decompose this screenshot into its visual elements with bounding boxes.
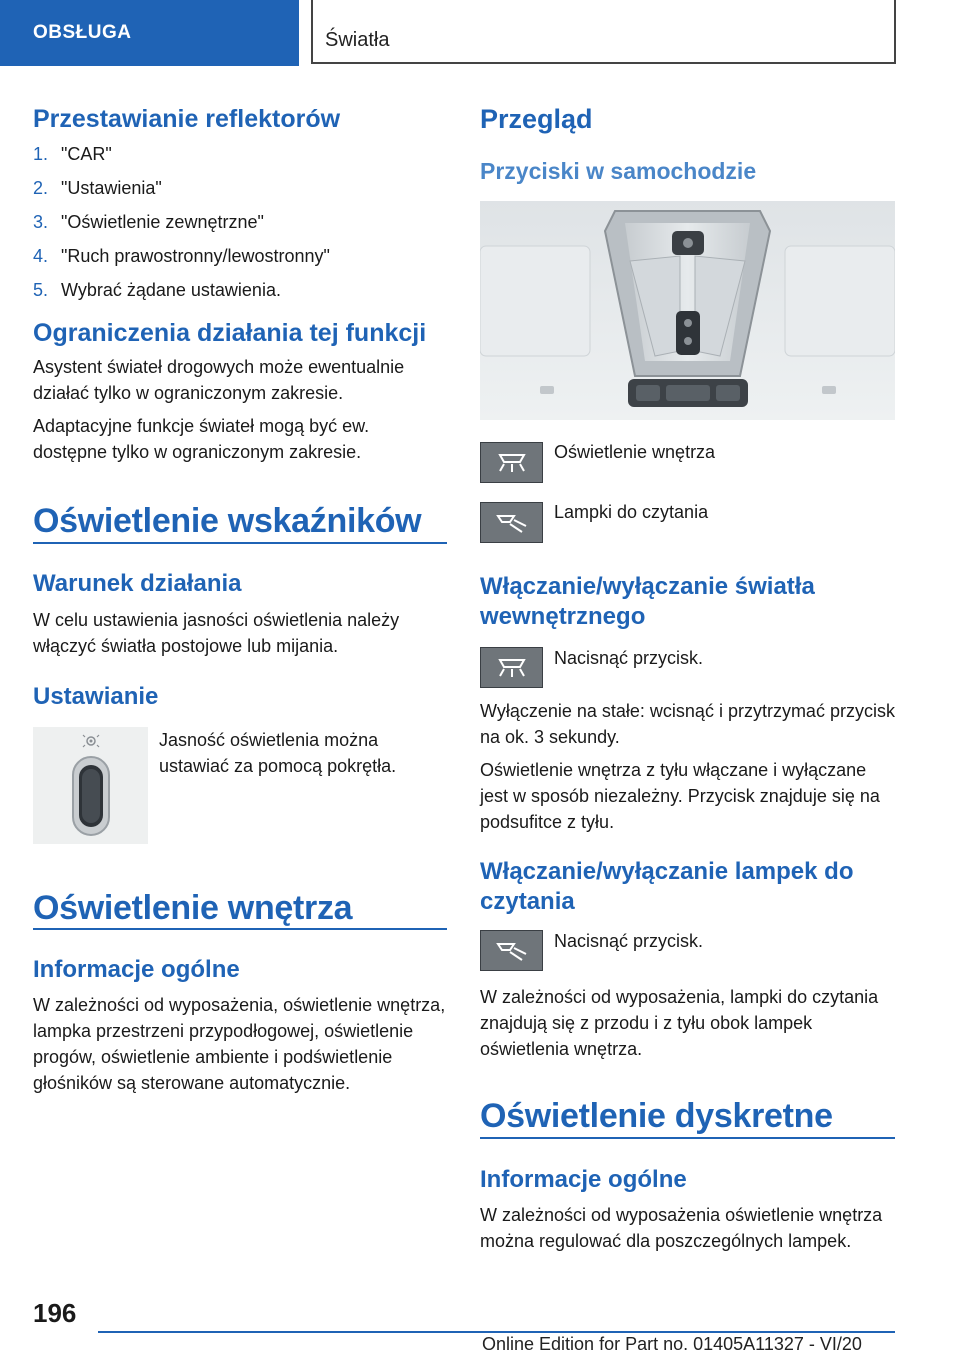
step-text: Wybrać żądane ustawienia. <box>61 280 281 300</box>
setting-text: Jasność oświetlenia można ustawiać za pomocą pokrętła. <box>159 730 397 776</box>
interior-general-text: W zależności od wyposażenia, oświetlenie wnętrza, lampka przestrzeni przypodłogowej, oświetlenie progów, oświetlenie ambiente i podświetlenie głośników są sterowane automatycznie. <box>33 995 446 1093</box>
step-text: "Oświetlenie zewnętrzne" <box>61 212 264 232</box>
interior-light-icon <box>480 442 543 483</box>
step-number: 2. <box>33 178 49 198</box>
list-item <box>33 137 447 171</box>
step-text: "Ruch prawostronny/lewostronny" <box>61 246 330 266</box>
legend-interior-label: Oświetlenie wnętrza <box>554 442 716 462</box>
interior-heading: Oświetlenie wnętrza <box>33 889 353 927</box>
discreet-general-text: W zależności od wyposażenia oświetlenie wnętrza można regulować dla poszczególnych lampek. <box>480 1205 883 1251</box>
discreet-heading: Oświetlenie dyskretne <box>480 1097 833 1135</box>
interior-general-heading: Informacje ogólne <box>33 956 240 983</box>
section-label: OBSŁUGA <box>33 22 132 43</box>
dimmer-wheel-icon <box>33 727 148 844</box>
step-number: 3. <box>33 212 49 232</box>
step-number: 4. <box>33 246 49 266</box>
page-number: 196 <box>33 1298 77 1328</box>
footer-divider <box>98 1331 895 1333</box>
step-text: "Ustawienia" <box>61 178 162 198</box>
page-title: Światła <box>325 29 390 51</box>
section-tab <box>0 0 299 66</box>
step-number: 5. <box>33 280 49 300</box>
setting-heading: Ustawianie <box>33 683 159 710</box>
condition-heading: Warunek działania <box>33 570 242 597</box>
reading-lamp-icon <box>480 502 543 543</box>
divider <box>33 542 447 544</box>
buttons-heading: Przyciski w samochodzie <box>480 158 757 184</box>
limits-heading: Ograniczenia działania tej funkcji <box>33 319 427 347</box>
limits-text-1: Asystent świateł drogowych może ewentualnie działać tylko w ograniczonym zakresie. <box>33 357 405 403</box>
switch-interior-press: Nacisnąć przycisk. <box>554 648 704 668</box>
reflectors-steps <box>33 137 447 307</box>
list-item <box>33 205 447 239</box>
condition-text: W celu ustawienia jasności oświetlenia należy włączyć światła postojowe lub mijania. <box>33 610 400 656</box>
switch-interior-text-1: Wyłączenie na stałe: wcisnąć i przytrzymać przycisk na ok. 3 sekundy. <box>480 701 895 747</box>
interior-light-icon <box>480 647 543 688</box>
switch-reading-heading: Włączanie/wyłączanie lampek do czytania <box>480 858 854 915</box>
dimmer-wheel-image <box>33 727 148 844</box>
edition-text: Online Edition for Part no. 01405A11327 - VI/20 <box>482 1334 862 1354</box>
discreet-general-heading: Informacje ogólne <box>480 1166 687 1193</box>
switch-interior-text-2: Oświetlenie wnętrza z tyłu włączane i wyłączane jest w sposób niezależny. Przycisk znajduje się na podsufitce z tyłu. <box>480 760 880 832</box>
list-item <box>33 171 447 205</box>
reflectors-heading: Przestawianie reflektorów <box>33 105 341 133</box>
step-number: 1. <box>33 144 49 164</box>
reading-lamp-icon <box>480 930 543 971</box>
limits-text-2: Adaptacyjne funkcje świateł mogą być ew. dostępne tylko w ograniczonym zakresie. <box>33 416 370 462</box>
divider <box>33 928 447 930</box>
list-item <box>33 239 447 273</box>
overhead-console-icon <box>480 201 895 420</box>
divider <box>480 1137 895 1139</box>
legend-reading-label: Lampki do czytania <box>554 502 709 522</box>
header-frame <box>311 0 896 64</box>
switch-interior-heading: Włączanie/wyłączanie światła wewnętrznego <box>480 573 815 630</box>
switch-reading-press: Nacisnąć przycisk. <box>554 931 704 951</box>
overview-heading: Przegląd <box>480 104 593 134</box>
switch-reading-text: W zależności od wyposażenia, lampki do czytania znajdują się z przodu i z tyłu obok lampek oświetlenia wnętrza. <box>480 987 879 1059</box>
indicators-heading: Oświetlenie wskaźników <box>33 502 422 540</box>
overhead-console-image <box>480 201 895 420</box>
step-text: "CAR" <box>61 144 112 164</box>
list-item <box>33 273 447 307</box>
